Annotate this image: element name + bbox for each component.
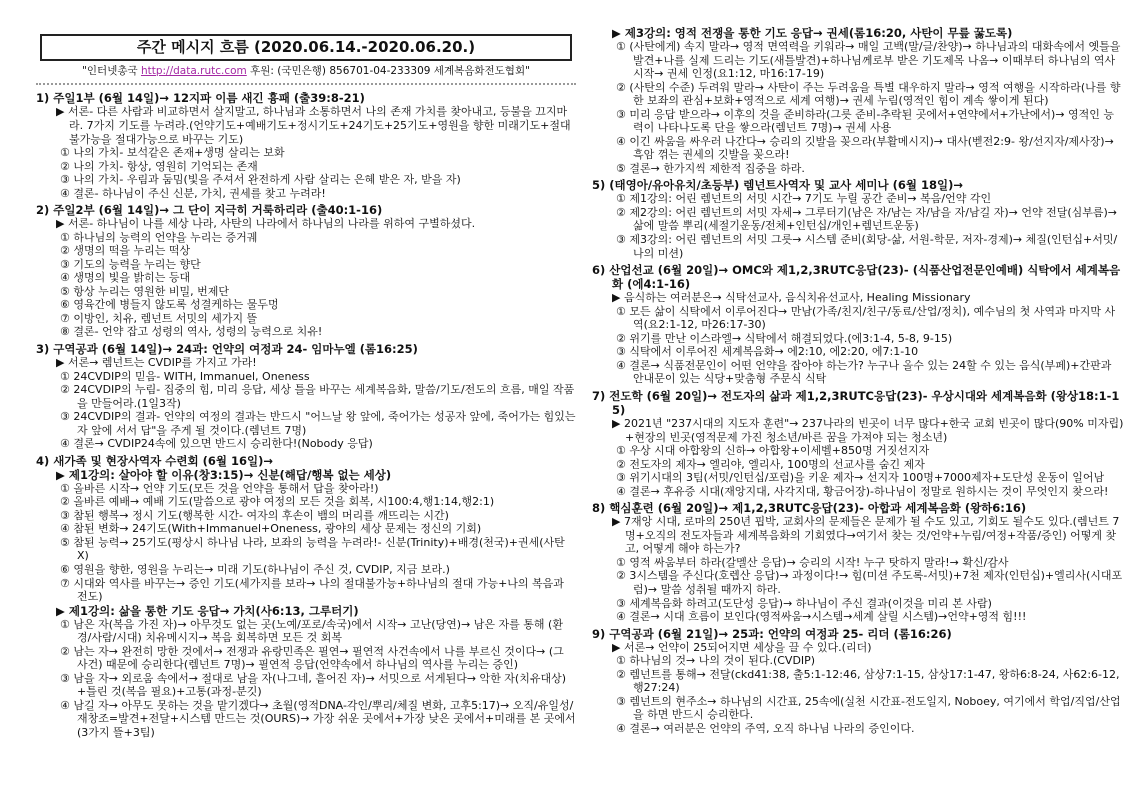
line-text: 참된 변화→ 24기도(With+Immanuel+Oneness, 광야의 세상 문제는 정신의 기회) [73,522,482,536]
section-title-text: (태영아/유아유치/초등부) 렘넌트사역자 및 교사 세미나 (6월 18일)→ [609,178,963,193]
line-text: 24CVDIP의 믿음- WITH, Immanuel, Oneness [73,369,310,383]
line-text: 전도자의 제자→ 엘리야, 엘리사, 100명의 선교사를 숨긴 제자 [629,457,925,471]
message-line [616,610,1124,624]
line-text: 7재앙 시대, 로마의 250년 핍박, 교회사의 문제들은 문제가 될 수도 있고, 기회도 될수도 있다.(렘넌트 7명+오직의 전도자들과 세계복음화의 기회였다→여기서 찾는 것/언약+누림/여정+작품/증인) 어떻게 찾고, 어떻게 해야 하는가? [623,515,1120,556]
message-line [612,641,1124,655]
message-line [616,135,1124,162]
section-title-text: 전도학 (6월 20일)→ 전도자의 삶과 제1,2,3RUTC응답(23)- 우상시대와 세계복음화 (왕상18:1-15) [609,388,1120,418]
circled-number: ① [616,654,626,668]
circled-number: ② [616,569,626,583]
line-text: 올바른 시작→ 언약 기도(모든 것을 언약을 통해서 답을 찾아라!) [73,481,379,495]
line-text: 하나님의 능력의 언약을 누리는 증거궤 [73,230,258,244]
message-line [56,105,576,146]
arrow-bullet-icon: ▶ [56,356,65,370]
document-subtitle [36,64,576,85]
message-line [616,359,1124,386]
section-title-text: 산업선교 (6월 20일)→ OMC와 제1,2,3RUTC응답(23)- (식품산업전문인예배) 식탁에서 세계복음화 (에4:1-16) [609,263,1121,292]
message-line [616,556,1124,570]
page-title: 주간 메시지 흐름 (2020.06.14.-2020.06.20.) [136,38,476,56]
section-title [36,91,576,105]
message-line [60,618,576,645]
line-text: 24CVDIP의 결과- 언약의 여정의 결과는 반드시 "어느날 왕 앞에, 죽어가는 성공자 앞에, 죽어가는 힘있는 자 앞에 서서 답"을 주게 될 것이다.(렘넌트 7명) [73,410,576,437]
line-text: 남는 자→ 완전히 망한 것에서→ 전쟁과 유랑민족은 필연→ 필연적 사건속에서 나를 부르신 것이다→ (그 사건) 때문에 승리한다(렘넌트 7명)→ 필연적 응답(언약속에서 하나님의 역사를 누리는 증인) [73,644,564,672]
message-line [56,468,576,482]
circled-number: ③ [60,257,70,271]
circled-number: ② [60,159,70,173]
circled-number: ① [60,617,70,631]
section-title [592,627,1124,641]
message-section [592,501,1124,623]
line-text: 3시스템을 주신다(호렙산 응답)→ 과정이다!→ 힘(미션 주도록-서밋)+7천 제자(인턴십)+엘리사(시대포럼)→ 말씀 성취될 때까지 하라. [629,569,1123,596]
arrow-bullet-icon: ▶ [56,467,65,482]
message-line [60,410,576,437]
message-line [616,162,1124,176]
line-text: 남을 자→ 외로움 속에서→ 절대로 남을 자(나그네, 흩어진 자)→ 서밋으로 서게된다→ 악한 자(치유대상)+틀린 것(복음 필요)+고통(과정-분깃) [73,671,567,699]
circled-number: ② [616,331,626,345]
line-text: 결론→ CVDIP24속에 있으면 반드시 승리한다!(Nobody 응답) [73,437,373,451]
section-number: 6) [592,263,606,278]
message-line [60,482,576,496]
line-text: 서론→ 렘넌트는 CVDIP를 가지고 가라! [67,356,257,370]
line-text: 나의 가치- 보석같은 존재+생명 살리는 보화 [73,146,285,160]
circled-number: ① [60,146,70,160]
section-title [36,342,576,356]
message-line [60,231,576,245]
message-line [60,536,576,563]
circled-number: ② [60,495,70,509]
circled-number: ⑤ [60,535,70,549]
section-title-text: 주일1부 (6월 14일)→ 12지파 이름 새긴 흉패 (출39:8-21) [53,91,365,106]
circled-number: ④ [60,522,70,536]
message-line [616,485,1124,499]
message-line [616,695,1124,722]
line-text: 생명의 떡을 누리는 떡상 [73,244,191,258]
circled-number: ③ [616,232,626,246]
line-text: 남길 자→ 아무도 못하는 것을 맡기겠다→ 초월(영적DNA-각인/뿌리/체질 변화, 고후5:17)→ 오직/유일성/재창조=발견+전달+시스템 만드는 것(OURS)→ 가장 쉬운 곳에서+가장 낮은 곳에서+미래를 본 곳에서(3가지 뜰+3팀) [73,698,576,739]
section-number: 3) [36,341,50,356]
circled-number: ① [60,230,70,244]
circled-number: ③ [60,173,70,187]
message-line [60,146,576,160]
message-section [36,342,576,451]
line-text: 결론→ 시대 흐름이 보인다(영적싸움→시스템→세계 살릴 시스템)→언약+영적 힘!!! [629,610,1027,624]
arrow-bullet-icon: ▶ [612,291,621,305]
line-text: 모든 삶이 식탁에서 이루어진다→ 만남(가족/친지/친구/동료/산업/정치), 예수님의 첫 사역과 마지막 사역(요2:1-12, 마26:17-30) [629,304,1116,332]
line-text: 제3강의: 영적 전쟁을 통한 기도 응답→ 권세(롬16:20, 사탄이 무릎 꿇도록) [624,26,1013,40]
line-text: 결론→ 한가지씩 제한적 집중을 하라. [629,161,805,175]
message-line [616,458,1124,472]
message-line [616,81,1124,108]
message-line [616,668,1124,695]
circled-number: ① [616,444,626,458]
circled-number: ① [60,369,70,383]
message-line [56,217,576,231]
section-number: 4) [36,453,50,468]
message-line [60,645,576,672]
message-line [60,509,576,523]
line-text: 이방인, 치유, 렘넌트 서밋의 세가지 뜰 [73,311,258,325]
line-text: 제2강의: 어린 렘넌트의 서밋 자세→ 그루터기(남은 자/남는 자/남을 자/남길 자)→ 언약 전달(심부름)→ 삶에 말씀 뿌리(세절기운동/전체+인턴십/개인+렘넌트운동) [629,205,1118,233]
message-section [36,203,576,339]
circled-number: ④ [616,721,626,735]
message-section [36,91,576,200]
line-text: 우상 시대 아합왕의 신하→ 아합왕+이세벨+850명 거짓선지자 [629,444,930,458]
message-line [60,285,576,299]
section-title-text: 주일2부 (6월 14일)→ 그 단이 지극히 거룩하리라 (출40:1-16) [53,203,383,218]
line-text: 하나님의 것→ 나의 것이 된다.(CVDIP) [629,654,816,668]
circled-number: ⑧ [60,325,70,339]
line-text: 기도의 능력을 누리는 향단 [73,257,201,271]
line-text: 나의 가치- 항상, 영원히 기억되는 존재 [73,159,258,173]
section-title-text: 구역공과 (6월 14일)→ 24과: 언약의 여정과 24- 임마누엘 (롬16:25) [53,341,418,356]
section-number: 7) [592,388,606,403]
line-text: 서론- 하나님이 나를 세상 나라, 사탄의 나라에서 하나님의 나라를 위하여 구별하셨다. [67,217,476,231]
line-text: 위기를 만난 이스라엘→ 식탁에서 해결되었다.(에3:1-4, 5-8, 9-15) [629,331,953,345]
document-title-box [40,34,572,61]
right-column [592,26,1124,738]
section-title-text: 새가족 및 현장사역자 수련회 (6월 16일)→ [53,453,273,468]
circled-number: ② [60,383,70,397]
message-line [616,597,1124,611]
line-text: 제1강의: 어린 렘넌트의 서밋 시간→ 7기도 누릴 공간 준비→ 복음/언약 각인 [629,192,992,206]
line-text: 시대와 역사를 바꾸는→ 증인 기도(세가지를 보라→ 나의 절대불가능+하나님의 절대 가능+나의 복음과 전도) [73,576,564,604]
circled-number: ③ [616,107,626,121]
circled-number: ① [616,192,626,206]
circled-number: ① [616,555,626,569]
circled-number: ⑤ [616,161,626,175]
message-line [616,569,1124,596]
section-title [592,178,1124,192]
circled-number: ② [616,667,626,681]
message-line [60,298,576,312]
circled-number: ④ [616,484,626,498]
circled-number: ⑥ [60,298,70,312]
line-text: 올바른 예배→ 예배 기도(말씀으로 광야 여정의 모든 것을 회복, 시100:4,행1:14,행2:1) [73,495,495,509]
line-text: 결론→ 식품전문인이 어떤 언약을 잡아야 하는가? 누구나 올수 있는 24할 수 있는 음식(부페)+간판과 안내문이 있는 식당+맞춤형 주문식 식탁 [629,358,1112,386]
message-line [60,383,576,410]
arrow-bullet-icon: ▶ [612,640,621,654]
line-text: (사탄의 수준) 두려워 말라→ 사탄이 주는 두려움을 특별 대우하지 말라→ 영적 여행을 시작하라(나를 향한 보좌의 관심+보화+영적으로 세계 여행)→ 권세 누림(영적인 힘이 계속 쌓이게 된다) [629,80,1121,108]
line-text: 나의 가치- 우림과 둠밈(빛을 주셔서 완전하게 사람 살리는 은혜 받은 자, 받을 자) [73,173,461,187]
message-line [56,604,576,618]
message-line [616,40,1124,81]
circled-number: ② [60,244,70,258]
data-rutc-link[interactable]: http://data.rutc.com [140,65,247,78]
message-line [616,233,1124,260]
circled-number: ④ [616,610,626,624]
section-title [592,263,1124,291]
line-text: 제1강의: 살아야 할 이유(창3:15)→ 신분(해답/행복 없는 세상) [68,467,392,482]
message-line [612,291,1124,305]
arrow-bullet-icon: ▶ [612,26,621,40]
circled-number: ② [616,205,626,219]
left-column [36,28,576,742]
section-title [592,389,1124,417]
line-text: 렘넌트를 통해→ 전달(ckd41:38, 출5:1-12:46, 삼상7:1-15, 삼상17:1-47, 왕하6:8-24, 사62:6-12, 행27:24) [629,667,1120,695]
section-title-text: 구역공과 (6월 21일)→ 25과: 언약의 여정과 25- 리더 (롬16:26) [609,626,952,641]
message-line [616,471,1124,485]
message-section [592,389,1124,498]
line-text: 식탁에서 이루어진 세계복음화→ 에2:10, 에2:20, 에7:1-10 [629,345,919,359]
line-text: 2021년 "237시대의 지도자 훈련"→ 237나라의 빈곳이 너무 많다+한국 교회 빈곳이 많다(90% 미자립)+현장의 빈곳(영적문제 가진 청소년/바른 꿈을 가져야 되는 청소년) [623,417,1124,444]
circled-number: ④ [60,271,70,285]
circled-number: ① [616,40,626,54]
circled-number: ④ [60,698,70,712]
line-text: 서론→ 언약이 25되어지면 세상을 끌 수 있다.(리더) [623,640,872,654]
line-text: 이긴 싸움을 싸우러 나간다→ 승리의 깃발을 꽂으라(부활메시지)→ 대사(벧전2:9- 왕/선지자/제사장)→ 흑암 꺾는 권세의 깃발을 꽂으라! [629,134,1114,162]
message-line [60,244,576,258]
message-line [60,672,576,699]
column-right-sections [592,26,1124,735]
line-text: 항상 누리는 영원한 비밀, 번제단 [73,284,229,298]
circled-number: ④ [60,186,70,200]
circled-number: ② [616,457,626,471]
line-text: 24CVDIP의 누림- 집중의 힘, 미리 응답, 세상 틀을 바꾸는 세계복음화, 말씀/기도/전도의 흐름, 매일 작품을 만들어라.(1일3작) [73,383,575,410]
message-line [60,258,576,272]
message-line [60,325,576,339]
column-left-sections [36,91,576,739]
line-text: 위기시대의 3팀(서밋/인턴십/포럼)을 키운 제자→ 선지자 100명+7000제자+도단성 운동이 일어남 [629,471,1105,485]
circled-number: ⑦ [60,576,70,590]
circled-number: ⑥ [60,563,70,576]
circled-number: ③ [616,471,626,485]
line-text: 참된 행복→ 정시 기도(행복한 시간- 여자의 후손이 뱀의 머리를 깨뜨리는 시간) [73,508,449,522]
section-number: 9) [592,626,606,641]
circled-number: ② [616,80,626,94]
message-line [60,577,576,604]
subtitle-prefix: "인터넷총국 [82,65,138,78]
message-line [616,206,1124,233]
line-text: 영원을 향한, 영원을 누리는→ 미래 기도(하나님이 주신 것, CVDIP, 지금 보라.) [73,563,450,576]
section-title-text: 핵심훈련 (6월 20일)→ 제1,2,3RUTC응답(23)- 아합과 세계복음화 (왕하6:16) [609,501,1027,516]
line-text: 음식하는 여러분은→ 식탁선교사, 음식치유선교사, Healing Missionary [623,291,971,305]
line-text: 미리 응답 받으라→ 이후의 것을 준비하라(그릇 준비-추락된 곳에서+연약에서+가난에서)→ 영적인 능력이 나타나도록 단을 쌓으라(렘넌트 7명)→ 권세 사용 [629,107,1115,135]
message-line [60,187,576,201]
message-line [60,173,576,187]
message-line [616,444,1124,458]
message-line [60,312,576,326]
arrow-bullet-icon: ▶ [56,603,65,618]
line-text: 렘넌트의 현주소→ 하나님의 시간표, 25속에(실천 시간표-전도일지, Noboey, 여기에서 학업/직업/산업을 하면 반드시 승리한다. [629,694,1121,722]
message-section [592,627,1124,736]
line-text: 서론- 다른 사람과 비교하면서 살지말고, 하나님과 소통하면서 나의 존재 가치를 찾아내고, 등불을 끄지마라. 7가지 기도를 누려라.(언약기도+예배기도+정시기도+24기도+25기도+영원을 향한 미래기도+절대불가능을 절대가능으로 바꾸는 기도) [67,105,571,146]
line-text: 결론→ 여러분은 언약의 주역, 오직 하나님 나라의 증인이다. [629,721,915,735]
message-section [592,178,1124,260]
message-line [616,332,1124,346]
line-text: 결론- 언약 잡고 성령의 역사, 성령의 능력으로 치유! [73,325,323,339]
message-line [60,370,576,384]
line-text: 남은 자(복음 가진 자)→ 아무것도 없는 곳(노예/포로/속국)에서 시작→ 고난(당연)→ 남은 자를 통해 (환경/사람/시대) 치유메시지→ 복음 회복하면 모든 것 회복 [73,617,563,645]
circled-number: ④ [616,134,626,148]
line-text: 결론- 하나님이 주신 신분, 가치, 권세를 찾고 누려라! [73,186,326,200]
message-line [60,699,576,740]
line-text: 세계복음화 하려고(도단성 응답)→ 하나님이 주신 결과(이것을 미리 본 사람) [629,596,992,610]
circled-number: ③ [60,508,70,522]
line-text: 영적 싸움부터 하라(갈멜산 응답)→ 승리의 시작! 누구 탓하지 말라!→ 확신/감사 [629,555,1009,569]
circled-number: ③ [616,345,626,359]
message-section [36,454,576,740]
subtitle-suffix: 후원: (국민은행) 856701-04-233309 세계복음화전도협회" [250,65,530,78]
circled-number: ④ [60,437,70,451]
line-text: 생명의 빛을 밝히는 등대 [73,271,191,285]
message-line [616,654,1124,668]
circled-number: ③ [60,410,70,424]
message-line [616,192,1124,206]
line-text: 제1강의: 삶을 통한 기도 응답→ 가치(사6:13, 그루터기) [68,603,359,618]
arrow-bullet-icon: ▶ [56,105,65,119]
circled-number: ④ [616,358,626,372]
arrow-bullet-icon: ▶ [612,515,621,529]
message-line [612,417,1124,444]
circled-number: ⑤ [60,284,70,298]
message-line [612,26,1124,40]
message-line [56,356,576,370]
line-text: 참된 능력→ 25기도(평상시 하나님 나라, 보좌의 능력을 누려라!- 신분(Trinity)+배경(천국)+권세(사탄X) [73,535,565,563]
message-line [612,515,1124,556]
line-text: 영육간에 병들지 않도록 성결케하는 물두멍 [73,298,279,312]
section-title [592,501,1124,515]
circled-number: ⑦ [60,311,70,325]
message-line [60,271,576,285]
message-line [60,437,576,451]
section-title [36,454,576,468]
message-line [60,495,576,509]
circled-number: ① [616,304,626,318]
section-number: 8) [592,501,606,516]
message-line [60,522,576,536]
section-number: 1) [36,91,50,106]
message-section [592,26,1124,175]
section-number: 2) [36,203,50,218]
circled-number: ① [60,481,70,495]
circled-number: ② [60,644,70,658]
message-section [592,263,1124,386]
circled-number: ③ [60,671,70,685]
arrow-bullet-icon: ▶ [56,217,65,231]
message-line [616,722,1124,736]
section-number: 5) [592,178,606,193]
arrow-bullet-icon: ▶ [612,417,621,431]
line-text: 결론→ 후유증 시대(재앙지대, 사각지대, 황금어장)-하나님이 정말로 원하시는 것이 무엇인지 찾으라! [629,484,1109,498]
message-line [60,563,576,577]
line-text: 제3강의: 어린 렘넌트의 서밋 그릇→ 시스템 준비(회당-삶, 서원-학문, 저자-경제)→ 체질(인턴십+서밋/나의 미션) [629,232,1118,260]
message-line [616,345,1124,359]
message-line [616,305,1124,332]
section-title [36,203,576,217]
circled-number: ③ [616,596,626,610]
line-text: (사탄에게) 속지 말라→ 영적 면역력을 키워라→ 매일 고백(말/글/찬양)→ 하나님과의 대화속에서 옛틀을 발견+나를 실제 드리는 기도(새틀발견)+하나님께로부 받은 기도제목 나옴→ 이때부터 하나님의 역사 시작→ 권세 인정(요1:12, 마16:17-19) [629,40,1121,81]
circled-number: ③ [616,694,626,708]
message-line [616,108,1124,135]
message-line [60,160,576,174]
